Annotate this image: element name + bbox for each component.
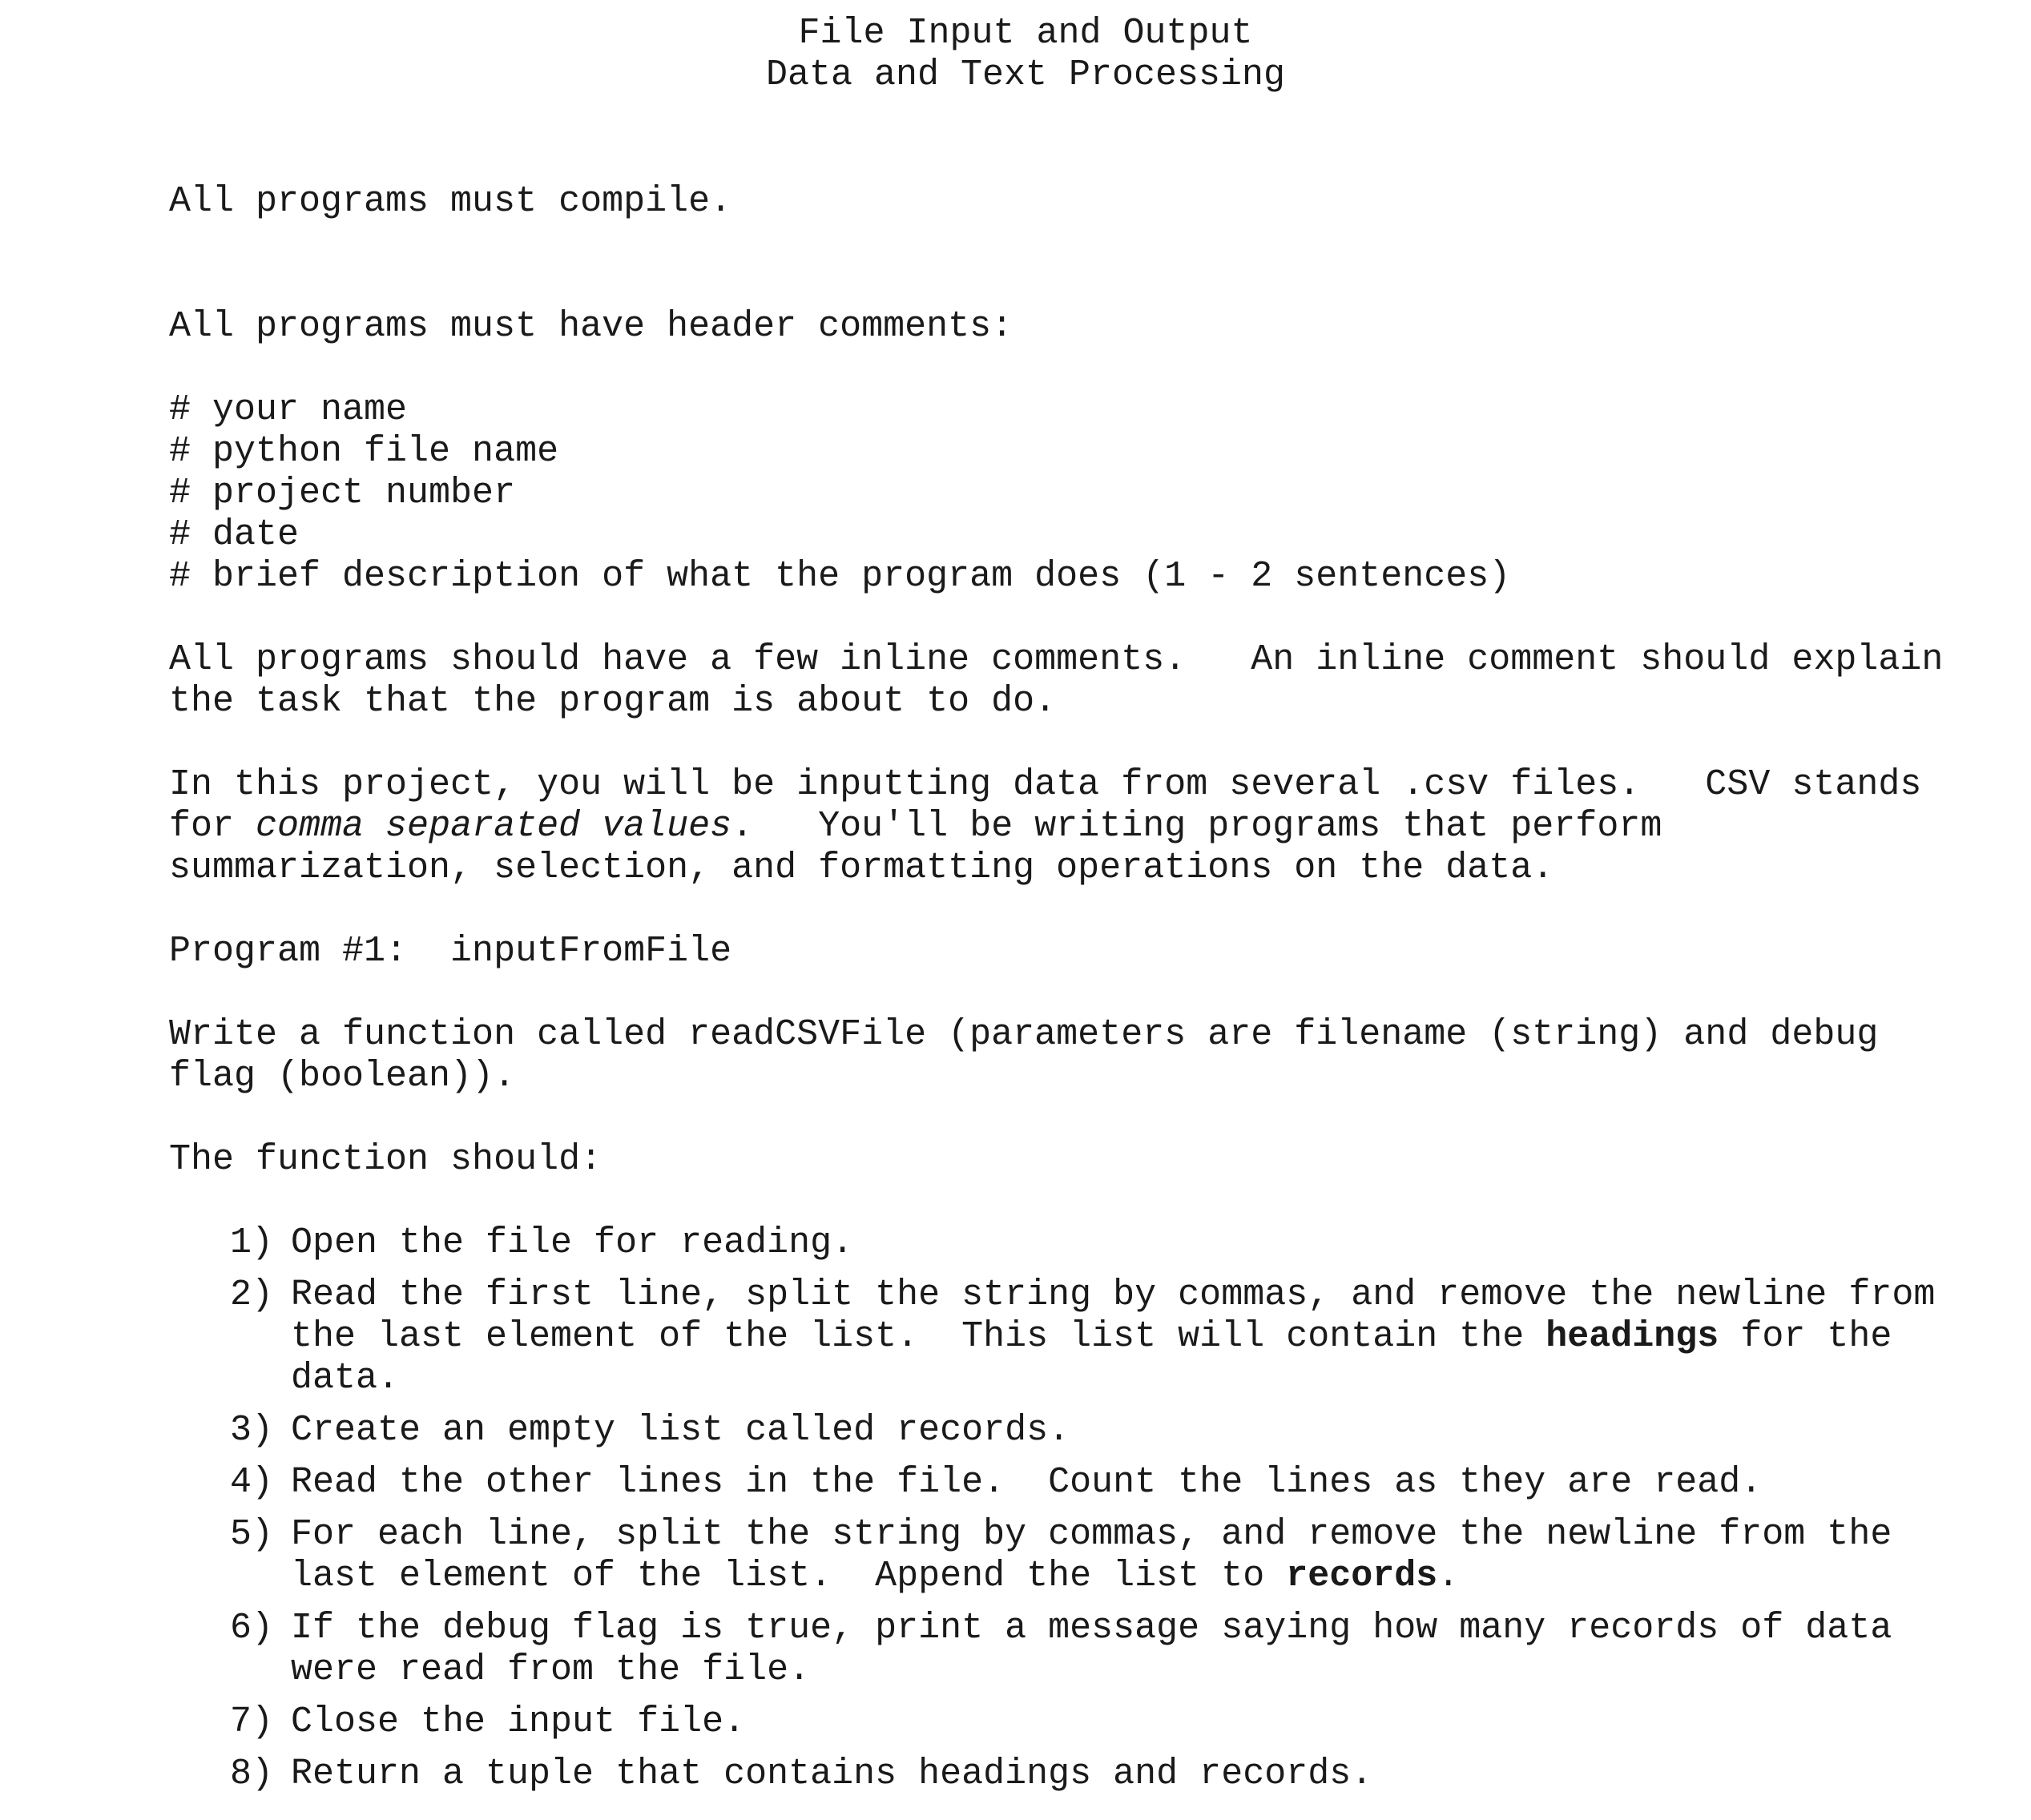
title-line-2: Data and Text Processing [765, 54, 1286, 95]
program-description: Write a function called readCSVFile (parameters are filename (string) and debug flag (boolean)). [169, 1014, 1879, 1097]
step-text-after: . [1437, 1556, 1460, 1597]
step-text: Read the other lines in the file. Count the lines as they are read. [291, 1462, 1763, 1503]
header-comment-line: # project number [169, 473, 516, 513]
step-text-bold: records [1286, 1556, 1438, 1597]
step-text [291, 1274, 1956, 1399]
step-item [169, 1274, 1964, 1399]
step-text [291, 1514, 1913, 1597]
header-comments-intro: All programs must have header comments: [169, 306, 1013, 347]
step-item [169, 1410, 1964, 1452]
project-intro-italic: comma separated values [256, 806, 732, 847]
step-text: If the debug flag is true, print a message saying how many records of data were read from the file. [291, 1608, 1892, 1690]
steps-intro: The function should: [169, 1139, 602, 1180]
steps-list [169, 1222, 1964, 1795]
title-line-1: File Input and Output [798, 13, 1253, 54]
step-number: 7) [230, 1701, 274, 1742]
step-item [169, 1514, 1964, 1597]
step-number: 3) [230, 1410, 274, 1451]
step-text: Create an empty list called records. [291, 1410, 1070, 1451]
project-intro [169, 764, 1964, 889]
document-body [169, 181, 1964, 1806]
step-item [169, 1701, 1964, 1743]
document-title [0, 13, 2031, 96]
header-comment-line: # your name [169, 389, 408, 430]
step-text: Open the file for reading. [291, 1222, 854, 1263]
compile-requirement: All programs must compile. [169, 181, 732, 222]
program-heading: Program #1: inputFromFile [169, 931, 732, 972]
inline-comments-requirement: All programs should have a few inline comments. An inline comment should explain the task that the program is about to do. [169, 639, 1965, 722]
step-text: Close the input file. [291, 1701, 746, 1742]
step-text: Return a tuple that contains headings and records. [291, 1754, 1373, 1794]
step-text-before: For each line, split the string by commas, and remove the newline from the last element of the list. Append the list to [291, 1514, 1914, 1597]
step-number: 1) [230, 1222, 274, 1263]
step-item [169, 1608, 1964, 1691]
header-comment-line: # brief description of what the program does (1 - 2 sentences) [169, 556, 1511, 597]
step-item [169, 1462, 1964, 1504]
step-number: 2) [230, 1274, 274, 1315]
step-number: 5) [230, 1514, 274, 1555]
step-number: 6) [230, 1608, 274, 1649]
step-text-after: for the data. [291, 1316, 1914, 1399]
step-item [169, 1222, 1964, 1264]
step-text-before: Read the first line, split the string by commas, and remove the newline from the last element of the list. This list will contain the [291, 1274, 1957, 1357]
step-number: 8) [230, 1754, 274, 1794]
project-intro-part1: In this project, you will be inputting data from several .csv files. CSV stands for [169, 764, 1944, 847]
project-intro-part2: . You'll be writing programs that perform summarization, selection, and formatting operations on the data. [169, 806, 1684, 888]
step-text-bold: headings [1545, 1316, 1719, 1357]
header-comments-list [169, 389, 1964, 598]
step-item [169, 1754, 1964, 1795]
step-number: 4) [230, 1462, 274, 1503]
header-comment-line: # python file name [169, 431, 559, 472]
header-comment-line: # date [169, 514, 300, 555]
